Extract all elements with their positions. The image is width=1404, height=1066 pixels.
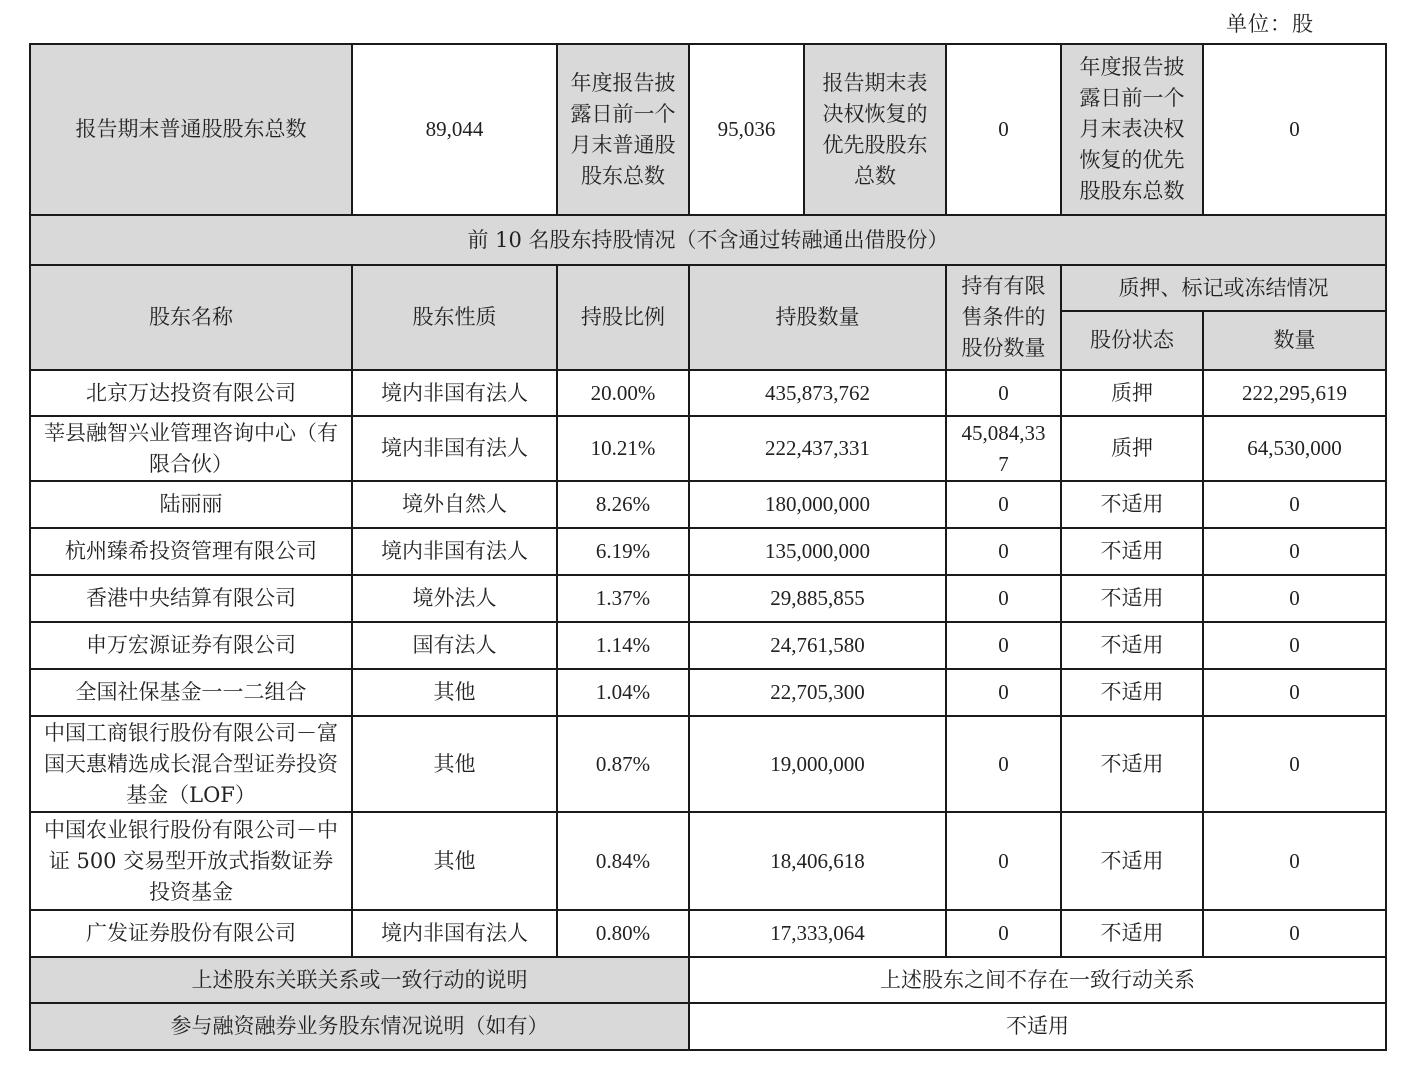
header-pledge-status: 股份状态: [1061, 311, 1203, 370]
pledge-quantity: 0: [1203, 910, 1386, 957]
shareholding-ratio: 0.84%: [557, 812, 689, 910]
shareholder-name: 香港中央结算有限公司: [30, 575, 352, 622]
header-name: 股东名称: [30, 265, 352, 370]
pledge-status: 质押: [1061, 416, 1203, 481]
header-ratio: 持股比例: [557, 265, 689, 370]
shareholder-name: 申万宏源证券有限公司: [30, 622, 352, 669]
shareholding-ratio: 1.04%: [557, 669, 689, 716]
shareholding-quantity: 19,000,000: [689, 716, 946, 812]
pledge-status: 不适用: [1061, 910, 1203, 957]
pledge-status: 不适用: [1061, 622, 1203, 669]
shareholder-name: 中国工商银行股份有限公司－富国天惠精选成长混合型证券投资基金（LOF）: [30, 716, 352, 812]
shareholder-name: 莘县融智兴业管理咨询中心（有限合伙）: [30, 416, 352, 481]
pledge-quantity: 64,530,000: [1203, 416, 1386, 481]
header-pledge-group: 质押、标记或冻结情况: [1061, 265, 1386, 311]
restricted-shares: 0: [946, 528, 1061, 575]
pledge-status: 不适用: [1061, 716, 1203, 812]
restricted-shares: 0: [946, 910, 1061, 957]
shareholder-nature: 境内非国有法人: [352, 528, 557, 575]
table-row: [30, 910, 1386, 957]
pledge-status: 不适用: [1061, 812, 1203, 910]
shareholding-ratio: 0.87%: [557, 716, 689, 812]
pledge-quantity: 0: [1203, 622, 1386, 669]
pledge-status: 不适用: [1061, 575, 1203, 622]
prior-month-restored-preferred-value: 0: [1203, 44, 1386, 215]
pledge-quantity: 0: [1203, 481, 1386, 528]
shareholding-ratio: 0.80%: [557, 910, 689, 957]
shareholding-quantity: 180,000,000: [689, 481, 946, 528]
shareholder-name: 广发证券股份有限公司: [30, 910, 352, 957]
shareholder-nature: 境内非国有法人: [352, 910, 557, 957]
shareholding-ratio: 1.14%: [557, 622, 689, 669]
pledge-quantity: 0: [1203, 669, 1386, 716]
shareholder-nature: 境内非国有法人: [352, 416, 557, 481]
table-row: [30, 575, 1386, 622]
margin-trading-label: 参与融资融券业务股东情况说明（如有）: [30, 1003, 689, 1050]
shareholder-name: 中国农业银行股份有限公司－中证 500 交易型开放式指数证券投资基金: [30, 812, 352, 910]
header-quantity: 持股数量: [689, 265, 946, 370]
restricted-shares: 0: [946, 812, 1061, 910]
restricted-shares: 0: [946, 575, 1061, 622]
pledge-quantity: 0: [1203, 528, 1386, 575]
summary-row: [30, 44, 1386, 215]
table-row: [30, 481, 1386, 528]
table-row: [30, 716, 1386, 812]
shareholder-table: [29, 43, 1387, 1051]
pledge-status: 质押: [1061, 370, 1203, 416]
shareholding-ratio: 20.00%: [557, 370, 689, 416]
section-title: 前 10 名股东持股情况（不含通过转融通出借股份）: [30, 215, 1386, 265]
header-nature: 股东性质: [352, 265, 557, 370]
shareholder-nature: 其他: [352, 716, 557, 812]
shareholding-quantity: 435,873,762: [689, 370, 946, 416]
relation-label: 上述股东关联关系或一致行动的说明: [30, 957, 689, 1003]
shareholder-nature: 国有法人: [352, 622, 557, 669]
shareholding-ratio: 8.26%: [557, 481, 689, 528]
section-title-row: [30, 215, 1386, 265]
relation-value: 上述股东之间不存在一致行动关系: [689, 957, 1386, 1003]
restricted-shares: 0: [946, 669, 1061, 716]
header-restricted: 持有有限售条件的股份数量: [946, 265, 1061, 370]
pledge-status: 不适用: [1061, 481, 1203, 528]
shareholder-nature: 境外法人: [352, 575, 557, 622]
restricted-shares: 0: [946, 716, 1061, 812]
shareholder-name: 北京万达投资有限公司: [30, 370, 352, 416]
shareholding-ratio: 1.37%: [557, 575, 689, 622]
pledge-quantity: 0: [1203, 812, 1386, 910]
prior-month-shareholders-label: 年度报告披露日前一个月末普通股股东总数: [557, 44, 689, 215]
total-shareholders-value: 89,044: [352, 44, 557, 215]
restored-preferred-label: 报告期末表决权恢复的优先股股东总数: [804, 44, 946, 215]
table-row: [30, 528, 1386, 575]
shareholder-nature: 其他: [352, 669, 557, 716]
restricted-shares: 0: [946, 370, 1061, 416]
header-row-1: [30, 265, 1386, 311]
shareholder-name: 杭州臻希投资管理有限公司: [30, 528, 352, 575]
shareholder-name: 全国社保基金一一二组合: [30, 669, 352, 716]
shareholder-name: 陆丽丽: [30, 481, 352, 528]
unit-label: 单位：股: [1226, 12, 1314, 36]
margin-trading-value: 不适用: [689, 1003, 1386, 1050]
shareholding-ratio: 6.19%: [557, 528, 689, 575]
pledge-quantity: 0: [1203, 716, 1386, 812]
header-pledge-qty: 数量: [1203, 311, 1386, 370]
restricted-shares: 45,084,337: [946, 416, 1061, 481]
pledge-quantity: 222,295,619: [1203, 370, 1386, 416]
shareholding-quantity: 18,406,618: [689, 812, 946, 910]
pledge-status: 不适用: [1061, 669, 1203, 716]
shareholding-quantity: 24,761,580: [689, 622, 946, 669]
shareholding-quantity: 17,333,064: [689, 910, 946, 957]
table-row: [30, 622, 1386, 669]
total-shareholders-label: 报告期末普通股股东总数: [30, 44, 352, 215]
restored-preferred-value: 0: [946, 44, 1061, 215]
prior-month-shareholders-value: 95,036: [689, 44, 804, 215]
shareholding-quantity: 222,437,331: [689, 416, 946, 481]
prior-month-restored-preferred-label: 年度报告披露日前一个月末表决权恢复的优先股股东总数: [1061, 44, 1203, 215]
shareholding-quantity: 22,705,300: [689, 669, 946, 716]
table-row: [30, 416, 1386, 481]
relation-row: [30, 957, 1386, 1003]
shareholding-quantity: 135,000,000: [689, 528, 946, 575]
shareholder-nature: 境内非国有法人: [352, 370, 557, 416]
shareholding-quantity: 29,885,855: [689, 575, 946, 622]
shareholder-nature: 境外自然人: [352, 481, 557, 528]
restricted-shares: 0: [946, 622, 1061, 669]
pledge-status: 不适用: [1061, 528, 1203, 575]
pledge-quantity: 0: [1203, 575, 1386, 622]
table-row: [30, 370, 1386, 416]
shareholding-ratio: 10.21%: [557, 416, 689, 481]
shareholder-nature: 其他: [352, 812, 557, 910]
table-row: [30, 812, 1386, 910]
margin-trading-row: [30, 1003, 1386, 1050]
table-row: [30, 669, 1386, 716]
restricted-shares: 0: [946, 481, 1061, 528]
